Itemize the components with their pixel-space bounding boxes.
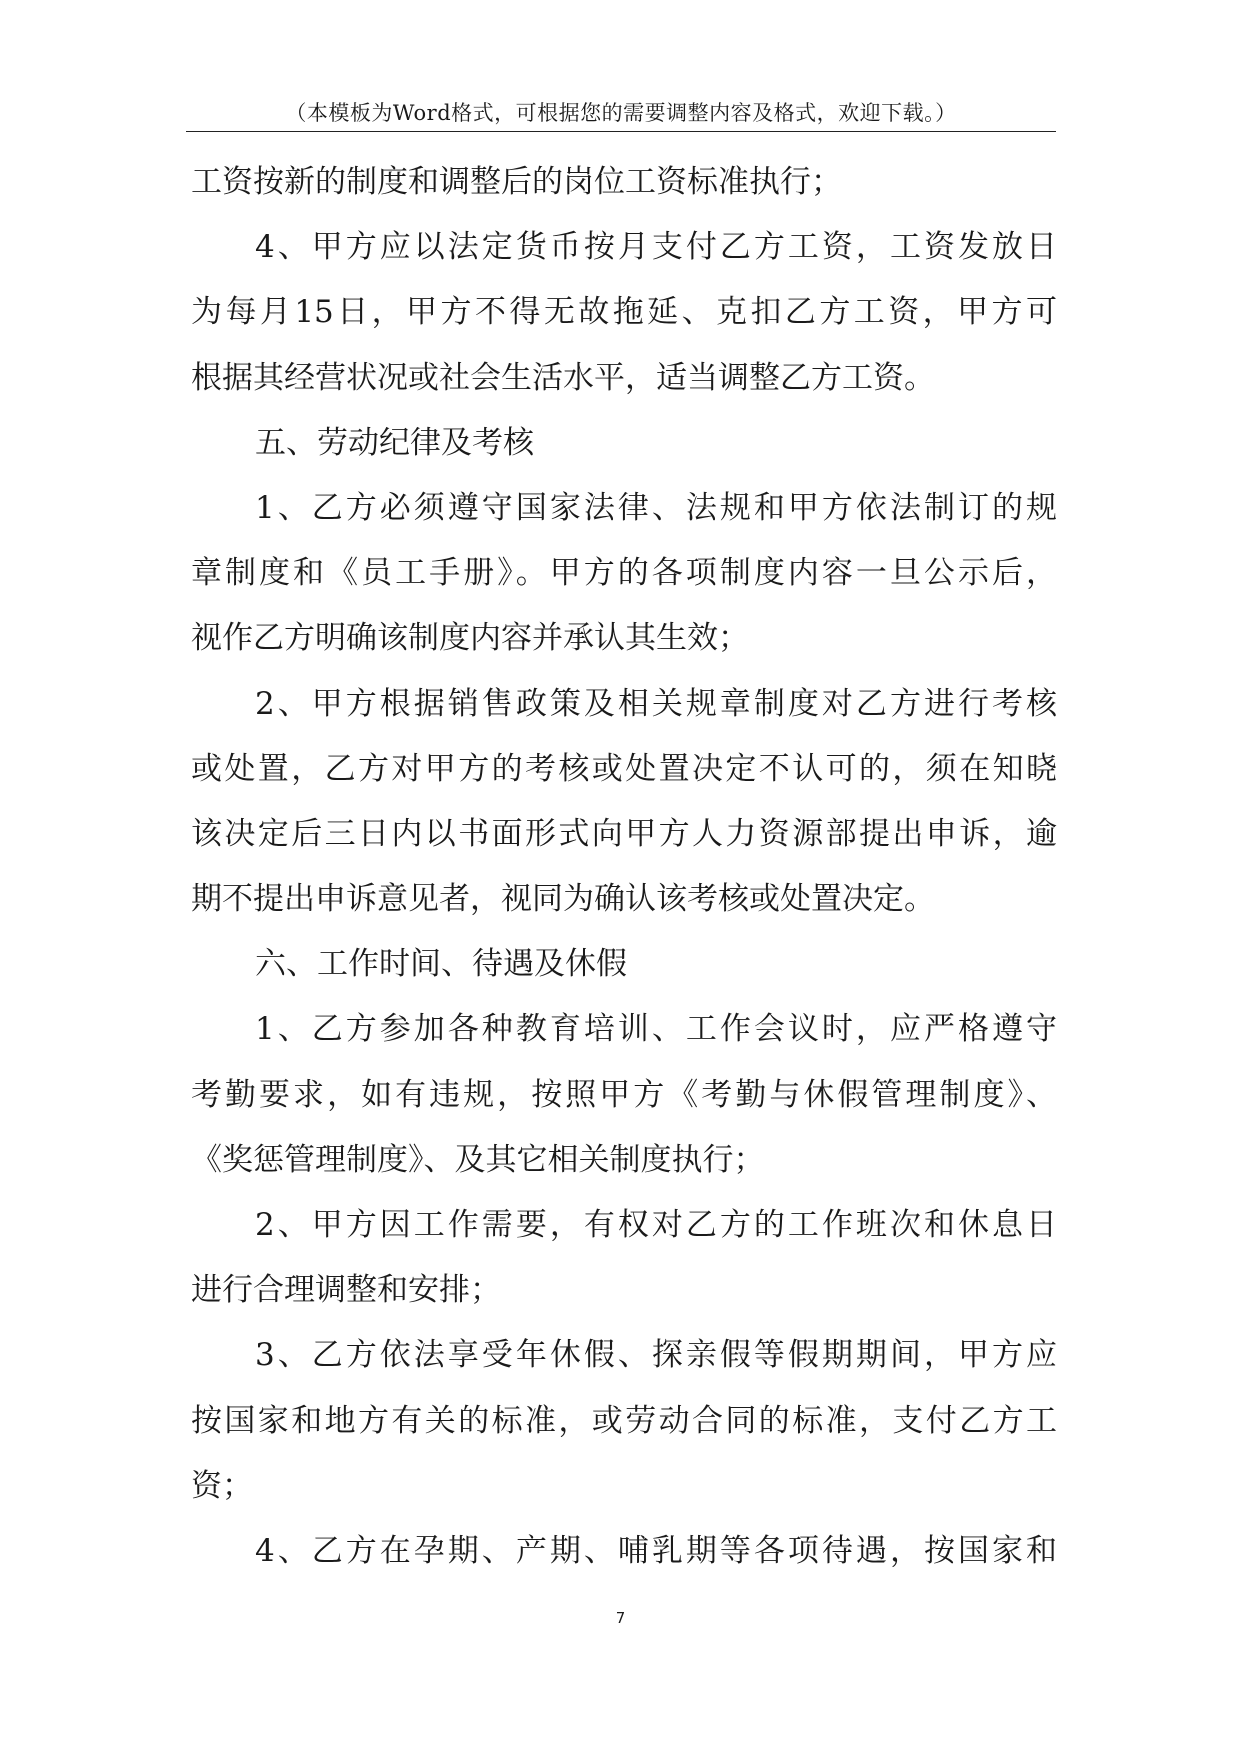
body-line-11: 该决定后三日内以书面形式向甲方人力资源部提出申诉，逾 — [191, 815, 1057, 852]
body-line-16: 《奖惩管理制度》、及其它相关制度执行； — [191, 1141, 765, 1178]
body-line-21: 资； — [191, 1467, 253, 1504]
page-number: 7 — [615, 1609, 626, 1627]
body-line-1: 工资按新的制度和调整后的岗位工资标准执行； — [191, 164, 842, 200]
body-line-17: 2、甲方因工作需要，有权对乙方的工作班次和休息日 — [255, 1207, 1057, 1243]
body-line-20: 按国家和地方有关的标准，或劳动合同的标准，支付乙方工 — [191, 1402, 1057, 1439]
body-line-4: 根据其经营状况或社会生活水平，适当调整乙方工资。 — [191, 359, 935, 396]
body-line-9: 2、甲方根据销售政策及相关规章制度对乙方进行考核 — [255, 685, 1057, 722]
body-line-8: 视作乙方明确该制度内容并承认其生效； — [191, 620, 749, 657]
body-line-22: 4、乙方在孕期、产期、哺乳期等各项待遇，按国家和 — [255, 1532, 1057, 1569]
body-line-19: 3、乙方依法享受年休假、探亲假等假期期间，甲方应 — [255, 1337, 1057, 1374]
body-line-18: 进行合理调整和安排； — [191, 1272, 501, 1309]
body-line-6: 1、乙方必须遵守国家法律、法规和甲方依法制订的规 — [255, 489, 1057, 526]
document-body — [191, 150, 1057, 1584]
body-line-7: 章制度和《员工手册》。甲方的各项制度内容一旦公示后， — [191, 555, 1057, 592]
section-heading-6: 六、工作时间、待遇及休假 — [255, 946, 627, 983]
body-line-14: 1、乙方参加各种教育培训、工作会议时，应严格遵守 — [255, 1011, 1057, 1048]
body-line-12: 期不提出申诉意见者，视同为确认该考核或处置决定。 — [191, 881, 935, 918]
body-line-3: 为每月15日，甲方不得无故拖延、克扣乙方工资，甲方可 — [191, 294, 1057, 331]
body-line-15: 考勤要求，如有违规，按照甲方《考勤与休假管理制度》、 — [191, 1076, 1057, 1113]
header-divider — [186, 131, 1056, 132]
body-line-10: 或处置，乙方对甲方的考核或处置决定不认可的，须在知晓 — [191, 750, 1057, 787]
section-heading-5: 五、劳动纪律及考核 — [255, 424, 534, 461]
page-header-note: （本模板为Word格式，可根据您的需要调整内容及格式，欢迎下载。） — [285, 101, 957, 125]
body-line-2: 4、甲方应以法定货币按月支付乙方工资，工资发放日 — [255, 229, 1057, 266]
